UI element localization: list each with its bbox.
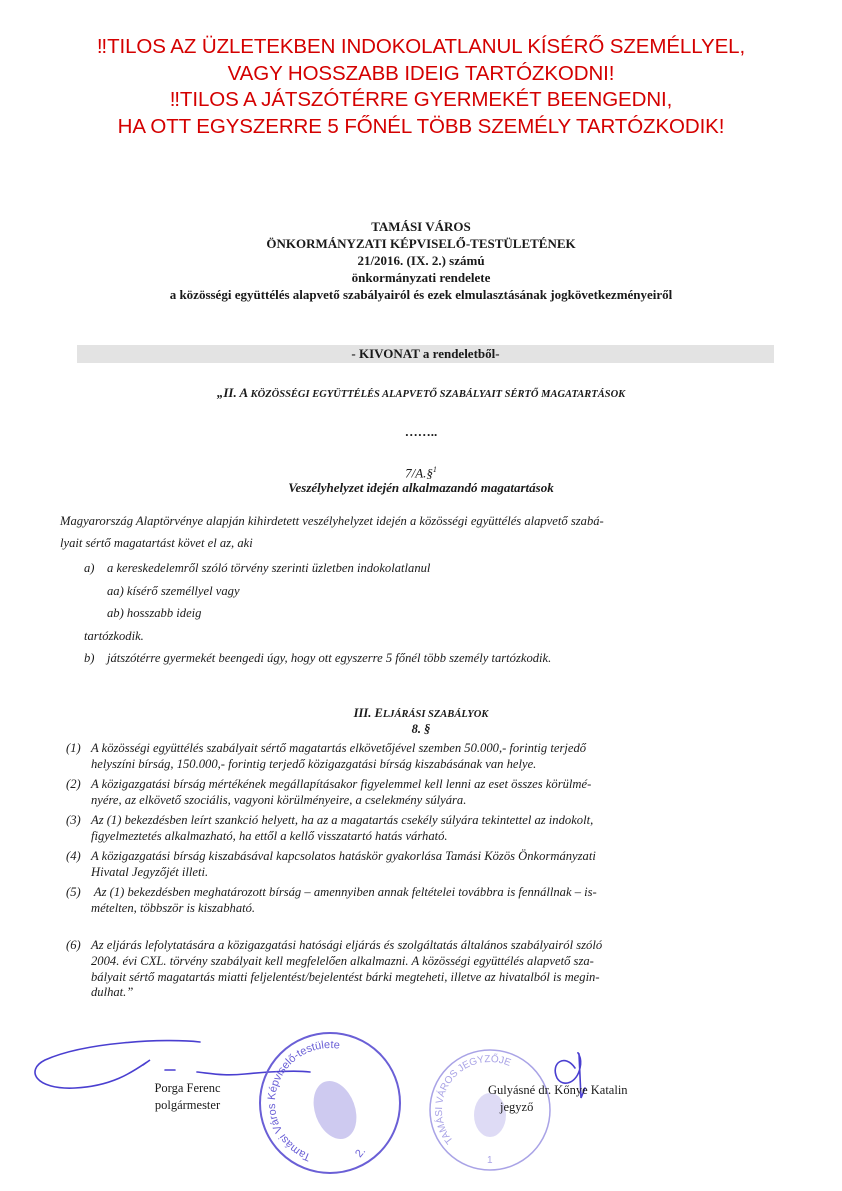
paragraph-number: (2) (66, 777, 81, 791)
item-label: b) (84, 651, 95, 665)
footnote-marker: 1 (432, 465, 437, 474)
paragraph-number: (5) (66, 885, 81, 899)
item-text: a kereskedelemről szóló törvény szerinti üzletben indokolatlanul (107, 561, 431, 575)
section-number: 7/A.§$^1$ (405, 465, 437, 481)
chapter-caps: KÖZÖSSÉGI EGYÜTTÉLÉS ALAPVETŐ SZABÁLYAIT SÉRTŐ MAGATARTÁSOK (250, 389, 626, 400)
mayor-name: Porga Ferenc (154, 1081, 221, 1095)
chapter-title: III. ELJÁRÁSI SZABÁLYOK (353, 706, 489, 720)
mayor-signature-block (135, 1080, 240, 1114)
warning-banner (0, 34, 842, 140)
svg-text:Tamási Város Képviselő-testüle: Tamási Város Képviselő-testülete (265, 1038, 341, 1164)
svg-text:2.: 2. (353, 1145, 369, 1160)
header-line: a közösségi együttélés alapvető szabályairól és ezek elmulasztásának jogkövetkezményeiről (169, 287, 673, 302)
chapter-prefix: „II. A (216, 385, 251, 400)
section-number: 8. § (411, 722, 431, 736)
svg-text:TAMÁSI VÁROS JEGYZŐJE: TAMÁSI VÁROS JEGYZŐJE (433, 1053, 513, 1146)
item-tail: tartózkodik. (84, 629, 144, 643)
notary-title: jegyző (500, 1100, 534, 1114)
intro-line: lyait sértő magatartást követ el az, aki (60, 536, 253, 550)
item-label: a) (84, 561, 95, 575)
kivonat-label: - KIVONAT a rendeletből- (351, 346, 500, 361)
header-line: TAMÁSI VÁROS (371, 219, 471, 234)
item-text: játszótérre gyermekét beengedi úgy, hogy ott egyszerre 5 főnél több személy tartózkodik. (107, 651, 552, 665)
paragraph-number: (4) (66, 849, 81, 863)
section-title: Veszélyhelyzet idején alkalmazandó magatartások (288, 480, 554, 495)
subitem-text: aa) kísérő személlyel vagy (107, 584, 240, 598)
warning-line: VAGY HOSSZABB IDEIG TARTÓZKODNI! (227, 61, 615, 85)
svg-text:1: 1 (487, 1155, 493, 1166)
paragraph-number: (6) (66, 938, 81, 952)
notary-name: Gulyásné dr. Kőnye Katalin (488, 1083, 628, 1097)
ellipsis: …….. (404, 424, 438, 439)
intro-line: Magyarország Alaptörvénye alapján kihirdetett veszélyhelyzet idején a közösségi együttélés alapvető szabá- (60, 514, 604, 528)
subitem-text: ab) hosszabb ideig (107, 606, 202, 620)
warning-line: ‼TILOS A JÁTSZÓTÉRRE GYERMEKÉT BEENGEDNI, (169, 88, 673, 111)
paragraph-number: (1) (66, 741, 81, 755)
warning-line: ‼TILOS AZ ÜZLETEKBEN INDOKOLATLANUL KÍSÉRŐ SZEMÉLLYEL, (96, 35, 746, 58)
header-line: önkormányzati rendelete (351, 270, 491, 285)
document-header (0, 218, 842, 303)
mayor-title: polgármester (154, 1098, 221, 1112)
header-line: 21/2016. (IX. 2.) számú (357, 253, 485, 268)
chapter-title (0, 384, 842, 404)
warning-line: HA OTT EGYSZERRE 5 FŐNÉL TÖBB SZEMÉLY TARTÓZKODIK! (117, 114, 725, 138)
paragraph-number: (3) (66, 813, 81, 827)
notary-signature-block (488, 1082, 668, 1116)
header-line: ÖNKORMÁNYZATI KÉPVISELŐ-TESTÜLETÉNEK (266, 236, 576, 251)
